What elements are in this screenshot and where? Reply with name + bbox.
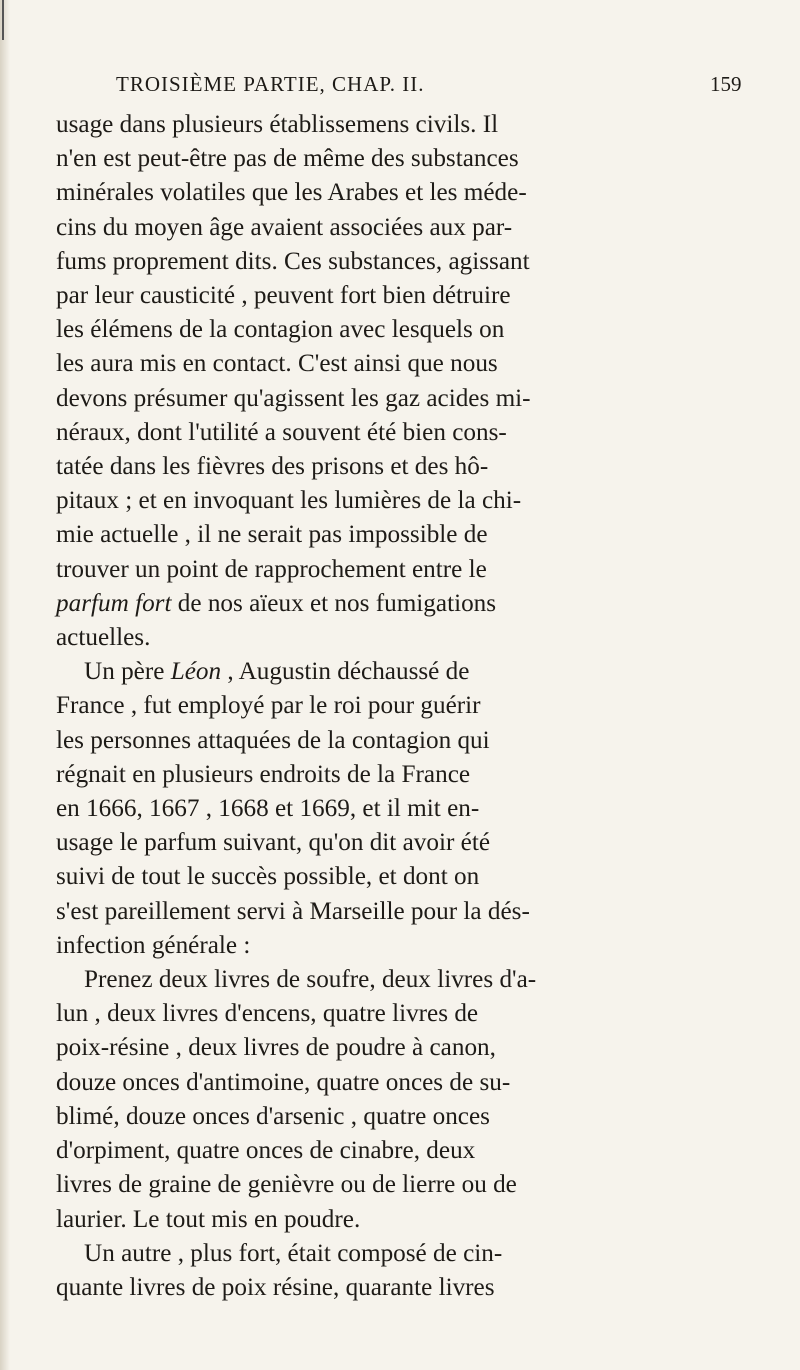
text-line: infection générale : — [56, 931, 251, 959]
line-continuation: , Augustin déchaussé de — [221, 658, 470, 686]
text-line: fums proprement dits. Ces substances, agissant — [56, 247, 530, 275]
text-line: blimé, douze onces d'arsenic , quatre onces — [56, 1102, 490, 1130]
text-line — [56, 587, 756, 621]
text-line: minérales volatiles que les Arabes et les méde- — [56, 179, 527, 207]
text-line: usage le parfum suivant, qu'on dit avoir été — [56, 829, 491, 857]
paragraph-start-line — [56, 655, 756, 689]
text-line: en 1666, 1667 , 1668 et 1669, et il mit en- — [56, 795, 480, 823]
running-head: TROISIÈME PARTIE, CHAP. II. — [116, 72, 425, 96]
text-line: devons présumer qu'agissent les gaz acides mi- — [56, 384, 531, 412]
line-prefix: Un père — [84, 658, 171, 686]
text-line: France , fut employé par le roi pour guérir — [56, 692, 481, 720]
text-line: usage dans plusieurs établissemens civils. Il — [56, 111, 499, 138]
binding-rule — [2, 0, 4, 40]
text-line: tatée dans les fièvres des prisons et des hô- — [56, 453, 489, 481]
text-line: s'est pareillement servi à Marseille pour la dés- — [56, 897, 530, 925]
text-line: mie actuelle , il ne serait pas impossible de — [56, 521, 488, 549]
paragraph-start-line: Un autre , plus fort, était composé de cin- — [84, 1239, 503, 1267]
text-line: n'en est peut-être pas de même des substances — [56, 145, 519, 173]
text-line: actuelles. — [56, 624, 151, 652]
text-line: trouver un point de rapprochement entre le — [56, 555, 487, 583]
text-line: pitaux ; et en invoquant les lumières de la chi- — [56, 487, 522, 515]
text-line: lun , deux livres d'encens, quatre livres de — [56, 1000, 479, 1028]
text-line: poix-résine , deux livres de poudre à canon, — [56, 1034, 496, 1062]
text-line: régnait en plusieurs endroits de la France — [56, 760, 471, 788]
text-line: néraux, dont l'utilité a souvent été bien cons- — [56, 418, 507, 446]
page-edge-shadow — [0, 0, 10, 1370]
paragraph-start-line: Prenez deux livres de soufre, deux livres d'a- — [84, 966, 537, 994]
text-line: d'orpiment, quatre onces de cinabre, deux — [56, 1137, 476, 1165]
italic-name: Léon — [170, 658, 222, 686]
page-header — [56, 68, 756, 108]
line-continuation: de nos aïeux et nos fumigations — [171, 589, 497, 617]
text-line: par leur causticité , peuvent fort bien détruire — [56, 282, 511, 310]
page-number: 159 — [710, 72, 742, 96]
text-line: laurier. Le tout mis en poudre. — [56, 1205, 361, 1233]
text-line: suivi de tout le succès possible, et dont on — [56, 863, 480, 891]
text-line: les personnes attaquées de la contagion qui — [56, 726, 490, 754]
text-line: cins du moyen âge avaient associées aux par- — [56, 213, 513, 241]
text-line: les aura mis en contact. C'est ainsi que nous — [56, 350, 498, 378]
body-text — [56, 108, 756, 1305]
book-page — [56, 68, 756, 1305]
italic-phrase: parfum fort — [56, 589, 172, 617]
text-line: les élémens de la contagion avec lesquels on — [56, 316, 505, 344]
text-line: quante livres de poix résine, quarante livres — [56, 1273, 495, 1301]
text-line: livres de graine de genièvre ou de lierre ou de — [56, 1171, 517, 1199]
text-line: douze onces d'antimoine, quatre onces de su- — [56, 1068, 511, 1096]
